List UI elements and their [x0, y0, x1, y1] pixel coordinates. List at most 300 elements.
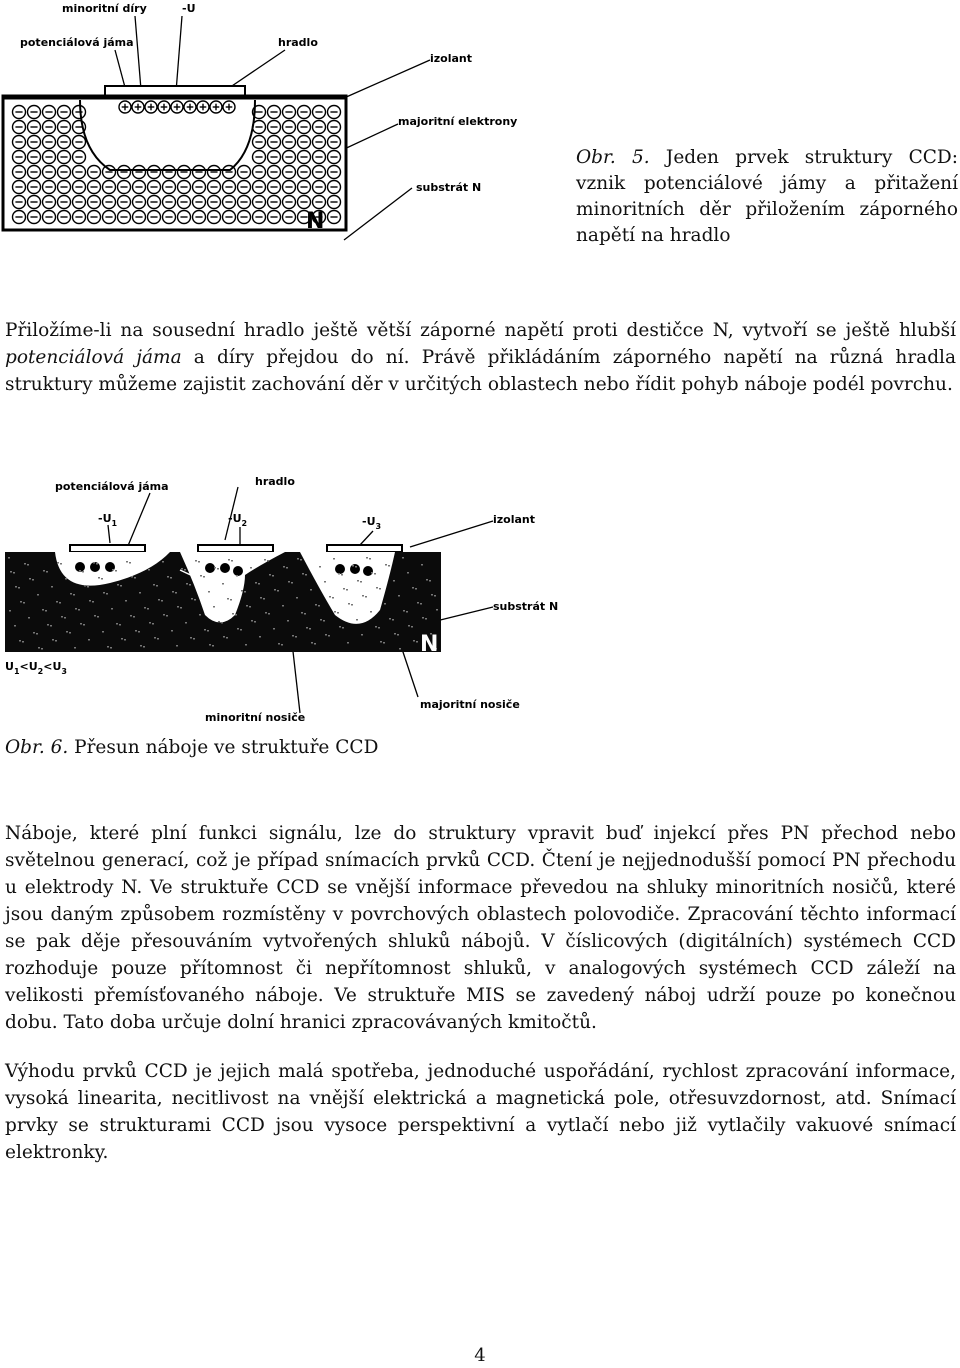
speckle — [278, 643, 280, 645]
speckle — [214, 567, 216, 569]
speckle — [181, 568, 183, 570]
speckle — [209, 644, 211, 646]
gate-2 — [198, 545, 273, 552]
speckle — [366, 557, 368, 559]
speckle — [153, 584, 155, 586]
speckle — [408, 625, 410, 627]
speckle — [332, 597, 334, 599]
speckle — [379, 588, 381, 590]
label-u1: $-U_1$ — [98, 512, 118, 528]
speckle — [223, 636, 225, 638]
speckle — [148, 569, 150, 571]
carrier-dot — [335, 564, 345, 574]
speckle — [385, 564, 387, 566]
carrier-dot — [205, 563, 215, 573]
speckle — [78, 609, 80, 611]
speckle — [292, 635, 294, 637]
label-majority-electrons: majoritní elektrony — [398, 115, 518, 128]
label-u2: $-U_2$ — [228, 512, 248, 528]
gate-3 — [327, 545, 402, 552]
speckle — [263, 598, 265, 600]
speckle — [305, 574, 307, 576]
speckle — [126, 561, 128, 563]
speckle — [384, 603, 386, 605]
speckle — [426, 579, 428, 581]
speckle — [163, 614, 165, 616]
speckle — [226, 637, 228, 639]
label-gate: hradlo — [278, 36, 318, 49]
caption-text: Přesun náboje ve struktuře CCD — [74, 737, 379, 758]
speckle — [434, 595, 436, 597]
speckle — [74, 647, 76, 649]
speckle — [157, 638, 159, 640]
speckle — [61, 616, 63, 618]
speckle — [295, 636, 297, 638]
speckle — [254, 621, 256, 623]
carrier-dot — [220, 563, 230, 573]
speckle — [324, 581, 326, 583]
speckle — [38, 647, 40, 649]
speckle — [383, 642, 385, 644]
speckle — [207, 630, 209, 632]
speckle — [143, 646, 145, 648]
speckle — [347, 642, 349, 644]
speckle — [19, 640, 21, 642]
speckle — [273, 628, 275, 630]
speckle — [218, 621, 220, 623]
speckle — [56, 601, 58, 603]
speckle — [28, 617, 30, 619]
speckle — [117, 584, 119, 586]
paragraph-3: Výhodu prvků CCD je jejich malá spotřeba, jednoduché uspořádání, rychlost zpracování informace, vysoká linearita, necitlivost na vnější elektrická a magnetická pole, otřesuvzdornost, atd. Snímací prvky se strukturami CCD jsou vysoce perspektivní a vytlačí nebo již vytlačily vakuové snímací elektronky. — [5, 1061, 956, 1163]
speckle — [300, 559, 302, 561]
speckle — [221, 622, 223, 624]
n-region-letter: N — [420, 632, 439, 657]
speckle — [73, 594, 75, 596]
speckle — [134, 577, 136, 579]
label-insulator: izolant — [493, 513, 536, 526]
speckle — [147, 608, 149, 610]
speckle — [129, 562, 131, 564]
speckle — [431, 594, 433, 596]
speckle — [167, 576, 169, 578]
speckle — [337, 612, 339, 614]
speckle — [286, 567, 288, 569]
speckle — [98, 577, 100, 579]
label-substrate: substrát N — [416, 181, 482, 194]
speckle — [376, 587, 378, 589]
speckle — [75, 608, 77, 610]
speckle — [20, 601, 22, 603]
speckle — [282, 605, 284, 607]
speckle — [10, 571, 12, 573]
label-voltage-relation: $U_1<U_2<U_3$ — [5, 660, 67, 676]
speckle — [82, 571, 84, 573]
speckle — [411, 626, 413, 628]
speckle — [378, 627, 380, 629]
paragraph-2: Náboje, které plní funkci signálu, lze do struktury vpravit buď injekcí přes PN přechod nebo světelnou generací, což je případ snímacích prvků CCD. Čtení je nejjednodušší pomocí PN přechodu u elektrody N. Ve struktuře CCD se vnější informace převedou na shluky minoritních nosičů, které jsou daným způsobem rozmístěny v povrchových oblastech polovodiče. Zpracování těchto informací se pak děje přesouváním vytvořených shluků nábojů. V číslicových (digitálních) systémech CCD rozhoduje pouze přítomnost či nepřítomnost shluků, v analogových systémech CCD záleží na velikosti přemísťovaného náboje. Ve struktuře MIS se zavedený náboj udrží pouze po konečnou dobu. Tato doba určuje dolní hranici zpracovávaných kmitočtů. — [5, 823, 956, 1033]
speckle — [65, 578, 67, 580]
speckle — [57, 562, 59, 564]
speckle — [237, 628, 239, 630]
speckle — [203, 576, 205, 578]
speckle — [124, 639, 126, 641]
speckle — [102, 631, 104, 633]
speckle — [36, 633, 38, 635]
speckle — [107, 646, 109, 648]
speckle — [125, 600, 127, 602]
speckle — [190, 637, 192, 639]
paragraph-1-emphasis: potenciálová jáma — [5, 347, 182, 368]
caption-number: Obr. 5. — [576, 147, 650, 168]
speckle — [232, 613, 234, 615]
speckle — [101, 578, 103, 580]
figure-5-ccd-element — [0, 0, 560, 260]
paragraph-1-part-1: Přiložíme-li na sousední hradlo ještě větší záporné napětí proti destičce N, vytvoří se ještě hlubší — [5, 320, 956, 341]
speckle — [29, 578, 31, 580]
speckle — [374, 573, 376, 575]
speckle — [227, 598, 229, 600]
speckle — [64, 617, 66, 619]
speckle — [22, 641, 24, 643]
label-negative-voltage: -U — [182, 2, 196, 15]
speckle — [283, 566, 285, 568]
speckle — [394, 633, 396, 635]
speckle — [412, 587, 414, 589]
speckle — [399, 648, 401, 650]
speckle — [269, 574, 271, 576]
speckle — [403, 610, 405, 612]
label-majority-carriers: majoritní nosiče — [420, 698, 520, 711]
speckle — [46, 571, 48, 573]
speckle — [360, 581, 362, 583]
speckle — [175, 592, 177, 594]
speckle — [193, 638, 195, 640]
speckle — [365, 596, 367, 598]
carrier-dot — [363, 566, 373, 576]
speckle — [309, 628, 311, 630]
speckle — [172, 591, 174, 593]
speckle — [13, 572, 15, 574]
speckle — [230, 599, 232, 601]
speckle — [236, 575, 238, 577]
speckle — [204, 629, 206, 631]
minority-holes-row — [119, 101, 235, 113]
speckle — [325, 634, 327, 636]
speckle — [302, 573, 304, 575]
speckle — [429, 580, 431, 582]
speckle — [301, 612, 303, 614]
speckle — [93, 562, 95, 564]
speckle — [291, 582, 293, 584]
speckle — [138, 631, 140, 633]
speckle — [79, 570, 81, 572]
speckle — [9, 610, 11, 612]
speckle — [393, 580, 395, 582]
page-number: 4 — [474, 1345, 486, 1366]
caption-text: Jeden prvek struktury CCD: vznik potenciálové jámy a přitažení minoritních děr přiložením záporného napětí na hradlo — [576, 147, 958, 246]
speckle — [106, 593, 108, 595]
speckle — [297, 558, 299, 560]
speckle — [310, 589, 312, 591]
speckle — [92, 601, 94, 603]
speckle — [274, 589, 276, 591]
speckle — [392, 619, 394, 621]
speckle — [397, 634, 399, 636]
label-potential-well: potenciálová jáma — [20, 36, 134, 49]
speckle — [199, 614, 201, 616]
speckle — [133, 616, 135, 618]
speckle — [130, 615, 132, 617]
speckle — [268, 613, 270, 615]
speckle — [59, 602, 61, 604]
speckle — [8, 557, 10, 559]
speckle — [32, 579, 34, 581]
speckle — [144, 607, 146, 609]
speckle — [171, 630, 173, 632]
speckle — [370, 611, 372, 613]
speckle — [388, 565, 390, 567]
speckle — [24, 563, 26, 565]
speckle — [186, 583, 188, 585]
label-u3: $-U_3$ — [362, 515, 382, 531]
speckle — [421, 564, 423, 566]
speckle — [152, 623, 154, 625]
speckle — [241, 590, 243, 592]
gate-1 — [70, 545, 145, 552]
speckle — [66, 631, 68, 633]
speckle — [212, 645, 214, 647]
speckle — [351, 604, 353, 606]
speckle — [185, 622, 187, 624]
figure-6-caption — [5, 737, 378, 758]
speckle — [246, 605, 248, 607]
speckle — [60, 563, 62, 565]
speckle — [18, 587, 20, 589]
speckle — [398, 595, 400, 597]
speckle — [69, 632, 71, 634]
speckle — [14, 625, 16, 627]
speckle — [314, 643, 316, 645]
speckle — [255, 582, 257, 584]
speckle — [154, 637, 156, 639]
label-insulator: izolant — [430, 52, 473, 65]
speckle — [406, 611, 408, 613]
speckle — [120, 585, 122, 587]
speckle — [156, 585, 158, 587]
speckle — [55, 640, 57, 642]
speckle — [362, 595, 364, 597]
speckle — [184, 569, 186, 571]
speckle — [131, 576, 133, 578]
speckle — [417, 602, 419, 604]
speckle — [260, 597, 262, 599]
speckle — [180, 607, 182, 609]
speckle — [250, 567, 252, 569]
speckle — [249, 606, 251, 608]
speckle — [83, 624, 85, 626]
speckle — [258, 583, 260, 585]
speckle — [334, 611, 336, 613]
carrier-dot — [233, 566, 243, 576]
n-region-letter: N — [306, 209, 325, 234]
speckle — [287, 620, 289, 622]
speckle — [70, 593, 72, 595]
speckle — [103, 592, 105, 594]
speckle — [422, 617, 424, 619]
speckle — [96, 563, 98, 565]
speckle — [139, 592, 141, 594]
speckle — [416, 641, 418, 643]
speckle — [320, 619, 322, 621]
paragraph-1-part-2: a díry přejdou do ní. Právě přikládáním záporného napětí na různá hradla struktury můžeme zajistit zachování děr v určitých oblastech nebo řídit pohyb náboje podél povrchu. — [5, 347, 956, 395]
speckle — [191, 598, 193, 600]
speckle — [27, 564, 29, 566]
speckle — [264, 559, 266, 561]
speckle — [235, 614, 237, 616]
label-gate: hradlo — [255, 475, 295, 488]
speckle — [121, 638, 123, 640]
speckle — [194, 599, 196, 601]
speckle — [208, 591, 210, 593]
speckle — [195, 560, 197, 562]
speckle — [259, 636, 261, 638]
caption-number: Obr. 6. — [5, 737, 69, 758]
speckle — [84, 585, 86, 587]
speckle — [319, 566, 321, 568]
speckle — [415, 588, 417, 590]
speckle — [135, 630, 137, 632]
speckle — [97, 616, 99, 618]
speckle — [356, 619, 358, 621]
speckle — [110, 647, 112, 649]
speckle — [116, 623, 118, 625]
speckle — [315, 604, 317, 606]
speckle — [338, 573, 340, 575]
speckle — [272, 575, 274, 577]
speckle — [189, 584, 191, 586]
speckle — [361, 634, 363, 636]
speckle — [231, 560, 233, 562]
speckle — [346, 589, 348, 591]
speckle — [311, 642, 313, 644]
label-potential-well: potenciálová jáma — [55, 480, 169, 493]
speckle — [88, 639, 90, 641]
speckle — [115, 570, 117, 572]
speckle — [304, 613, 306, 615]
speckle — [355, 566, 357, 568]
speckle — [162, 561, 164, 563]
speckle — [348, 603, 350, 605]
speckle — [281, 644, 283, 646]
speckle — [166, 615, 168, 617]
speckle — [52, 639, 54, 641]
speckle — [296, 597, 298, 599]
speckle — [375, 626, 377, 628]
speckle — [267, 560, 269, 562]
speckle — [425, 618, 427, 620]
speckle — [158, 599, 160, 601]
speckle — [371, 572, 373, 574]
speckle — [200, 575, 202, 577]
speckle — [47, 624, 49, 626]
label-minority-holes: minoritní díry — [62, 2, 147, 15]
speckle — [251, 620, 253, 622]
speckle — [413, 640, 415, 642]
speckle — [402, 557, 404, 559]
speckle — [161, 600, 163, 602]
speckle — [341, 574, 343, 576]
carrier-dot — [350, 564, 360, 574]
speckle — [420, 603, 422, 605]
speckle — [170, 577, 172, 579]
speckle — [87, 586, 89, 588]
speckle — [112, 569, 114, 571]
speckle — [389, 618, 391, 620]
speckle — [369, 558, 371, 560]
speckle — [45, 610, 47, 612]
speckle — [37, 594, 39, 596]
speckle — [149, 622, 151, 624]
figure-5-caption — [576, 145, 958, 249]
speckle — [265, 612, 267, 614]
speckle — [140, 645, 142, 647]
speckle — [288, 581, 290, 583]
paragraph-1 — [5, 317, 956, 398]
speckle — [228, 559, 230, 561]
speckle — [119, 624, 121, 626]
figure-6-charge-transfer — [0, 465, 600, 727]
speckle — [80, 623, 82, 625]
speckle — [343, 588, 345, 590]
label-minority-carriers: minoritní nosiče — [205, 711, 306, 724]
speckle — [94, 615, 96, 617]
speckle — [329, 596, 331, 598]
speckle — [342, 627, 344, 629]
speckle — [33, 632, 35, 634]
speckle — [111, 608, 113, 610]
speckle — [407, 572, 409, 574]
speckle — [306, 627, 308, 629]
speckle — [318, 605, 320, 607]
speckle — [41, 648, 43, 650]
speckle — [357, 580, 359, 582]
speckle — [176, 645, 178, 647]
speckle — [222, 583, 224, 585]
speckle — [51, 586, 53, 588]
speckle — [352, 565, 354, 567]
speckle — [50, 625, 52, 627]
speckle — [23, 602, 25, 604]
speckle — [240, 629, 242, 631]
speckle — [436, 609, 438, 611]
speckle — [244, 591, 246, 593]
speckle — [380, 641, 382, 643]
speckle — [328, 635, 330, 637]
speckle — [245, 644, 247, 646]
speckle — [177, 606, 179, 608]
speckle — [213, 606, 215, 608]
speckle — [42, 609, 44, 611]
speckle — [217, 568, 219, 570]
speckle — [277, 590, 279, 592]
speckle — [339, 626, 341, 628]
label-substrate: substrát N — [493, 600, 559, 613]
speckle — [198, 561, 200, 563]
speckle — [323, 620, 325, 622]
speckle — [43, 570, 45, 572]
speckle — [15, 586, 17, 588]
